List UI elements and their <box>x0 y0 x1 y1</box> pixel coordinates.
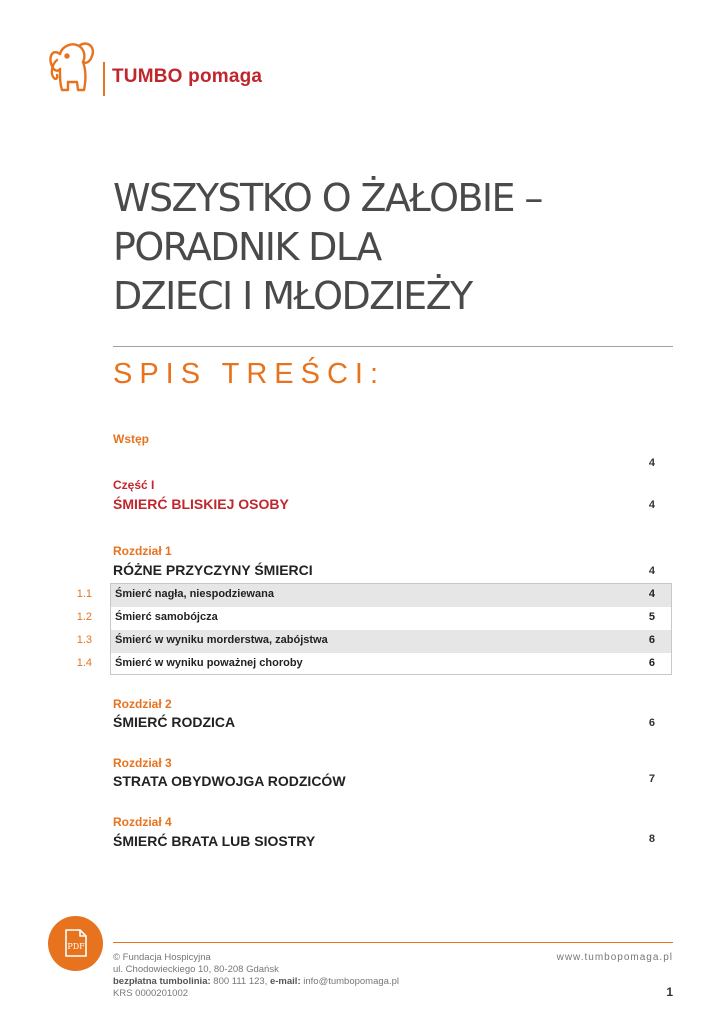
toc-item-number: 1.4 <box>76 657 92 669</box>
toc-part1-label: Część I <box>113 478 155 492</box>
footer-hotline-label: bezpłatna tumbolinia: <box>113 976 211 987</box>
toc-heading: SPIS TREŚCI: <box>113 358 386 390</box>
title-divider <box>113 346 673 347</box>
logo-divider <box>103 62 105 96</box>
toc-ch2-heading[interactable]: ŚMIERĆ RODZICA <box>113 714 236 730</box>
footer-hotline: 800 111 123, <box>210 976 270 987</box>
page-number: 1 <box>666 985 673 999</box>
toc-part1-page: 4 <box>648 499 655 511</box>
footer-website-link[interactable]: www.tumbopomaga.pl <box>556 952 673 963</box>
toc-item-title: Śmierć nagła, niespodziewana <box>115 588 274 600</box>
pdf-icon-label: PDF <box>67 942 85 951</box>
toc-item-number: 1.2 <box>76 611 92 623</box>
title-line-2: PORADNIK DLA <box>113 225 381 269</box>
document-title <box>113 174 673 321</box>
toc-item-page: 6 <box>648 657 655 669</box>
brand-rest: pomaga <box>182 66 263 87</box>
toc-item-title: Śmierć w wyniku poważnej choroby <box>115 657 303 669</box>
toc-item-number: 1.1 <box>76 588 92 600</box>
brand-name <box>112 66 262 88</box>
toc-ch1-label: Rozdział 1 <box>113 544 172 558</box>
pdf-file-icon[interactable] <box>48 916 103 971</box>
toc-subsection-row[interactable] <box>111 584 671 607</box>
toc-ch3-page: 7 <box>648 773 655 785</box>
toc-ch3-heading[interactable]: STRATA OBYDWOJGA RODZICÓW <box>113 773 346 789</box>
footer-contact-line <box>113 976 399 988</box>
brand-bold: TUMBO <box>112 66 183 87</box>
toc-item-number: 1.3 <box>76 634 92 646</box>
footer-email[interactable]: info@tumbopomaga.pl <box>300 976 399 987</box>
toc-item-page: 5 <box>648 611 655 623</box>
footer-org: © Fundacja Hospicyjna <box>113 952 211 963</box>
toc-ch4-heading[interactable]: ŚMIERĆ BRATA LUB SIOSTRY <box>113 833 316 849</box>
elephant-logo-icon <box>46 38 98 96</box>
footer-email-label: e-mail: <box>269 976 301 987</box>
toc-subsection-table <box>110 583 672 675</box>
toc-ch1-heading[interactable]: RÓŻNE PRZYCZYNY ŚMIERCI <box>113 562 313 578</box>
toc-part1-heading[interactable]: ŚMIERĆ BLISKIEJ OSOBY <box>113 496 289 512</box>
toc-subsection-row[interactable] <box>111 653 671 676</box>
footer-divider <box>113 942 673 943</box>
toc-ch2-label: Rozdział 2 <box>113 697 172 711</box>
toc-ch4-page: 8 <box>648 833 655 845</box>
toc-item-title: Śmierć samobójcza <box>115 611 218 623</box>
title-line-1: WSZYSTKO O ŻAŁOBIE – <box>113 176 542 220</box>
toc-intro-label[interactable]: Wstęp <box>113 432 149 446</box>
toc-intro-page: 4 <box>648 457 655 469</box>
footer-contact <box>113 952 399 1000</box>
toc-ch2-page: 6 <box>648 717 655 729</box>
toc-ch4-label: Rozdział 4 <box>113 815 172 829</box>
toc-subsection-row[interactable] <box>111 607 671 630</box>
toc-ch3-label: Rozdział 3 <box>113 756 172 770</box>
footer-krs: KRS 0000201002 <box>113 988 189 999</box>
toc-subsection-row[interactable] <box>111 630 671 653</box>
title-line-3: DZIECI I MŁODZIEŻY <box>113 274 472 318</box>
toc-ch1-page: 4 <box>648 565 655 577</box>
toc-item-page: 6 <box>648 634 655 646</box>
footer-address: ul. Chodowieckiego 10, 80-208 Gdańsk <box>113 964 279 975</box>
toc-item-page: 4 <box>648 588 655 600</box>
toc-item-title: Śmierć w wyniku morderstwa, zabójstwa <box>115 634 328 646</box>
